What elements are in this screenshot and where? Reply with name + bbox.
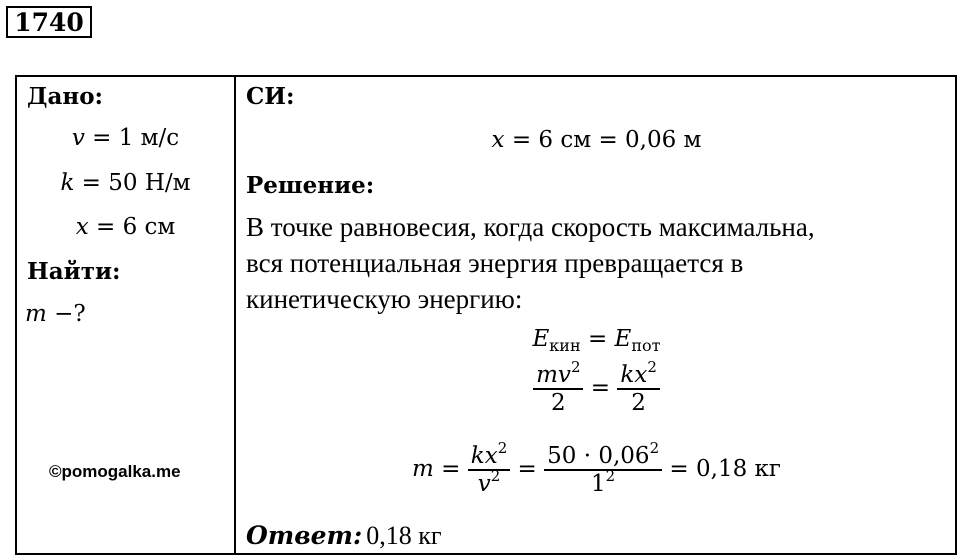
solution-heading: Решение: [246,172,375,199]
problem-number: 1740 [6,6,92,38]
answer-value: 0,18 кг [366,521,442,550]
si-line: x = 6 см = 0,06 м [491,127,702,153]
equation-kinetic-potential: $\frac{mv^2}{2}$ = $\frac{kx^2}{2}$ [236,362,957,416]
equation-energy-balance: $E_{кин} = E_{пот}$ [532,326,661,355]
given-line-velocity: v = 1 м/с [71,125,180,151]
si-heading: СИ: [246,83,295,110]
given-heading: Дано: [27,83,104,110]
equation-mass-result: m = $\frac{kx^2}{v^2}$ = $\frac{50 \cdot 0,06^2}{1^2}$ = 0,18 кг [412,439,781,497]
given-line-stiffness: k = 50 Н/м [60,170,191,196]
find-heading: Найти: [27,258,121,285]
solution-text-line-2: вся потенциальная энергия превращается в [246,248,744,278]
answer [246,521,442,551]
solution-text-line-3: кинетическую энергию: [246,284,523,314]
given-line-displacement: x = 6 см [75,214,176,240]
watermark: ©pomogalka.me [49,462,181,481]
find-line: m −? [25,301,86,327]
solution-table [15,75,957,555]
answer-label: Ответ: [246,521,363,550]
solution-text-line-1: В точке равновесия, когда скорость максимальна, [246,212,815,242]
